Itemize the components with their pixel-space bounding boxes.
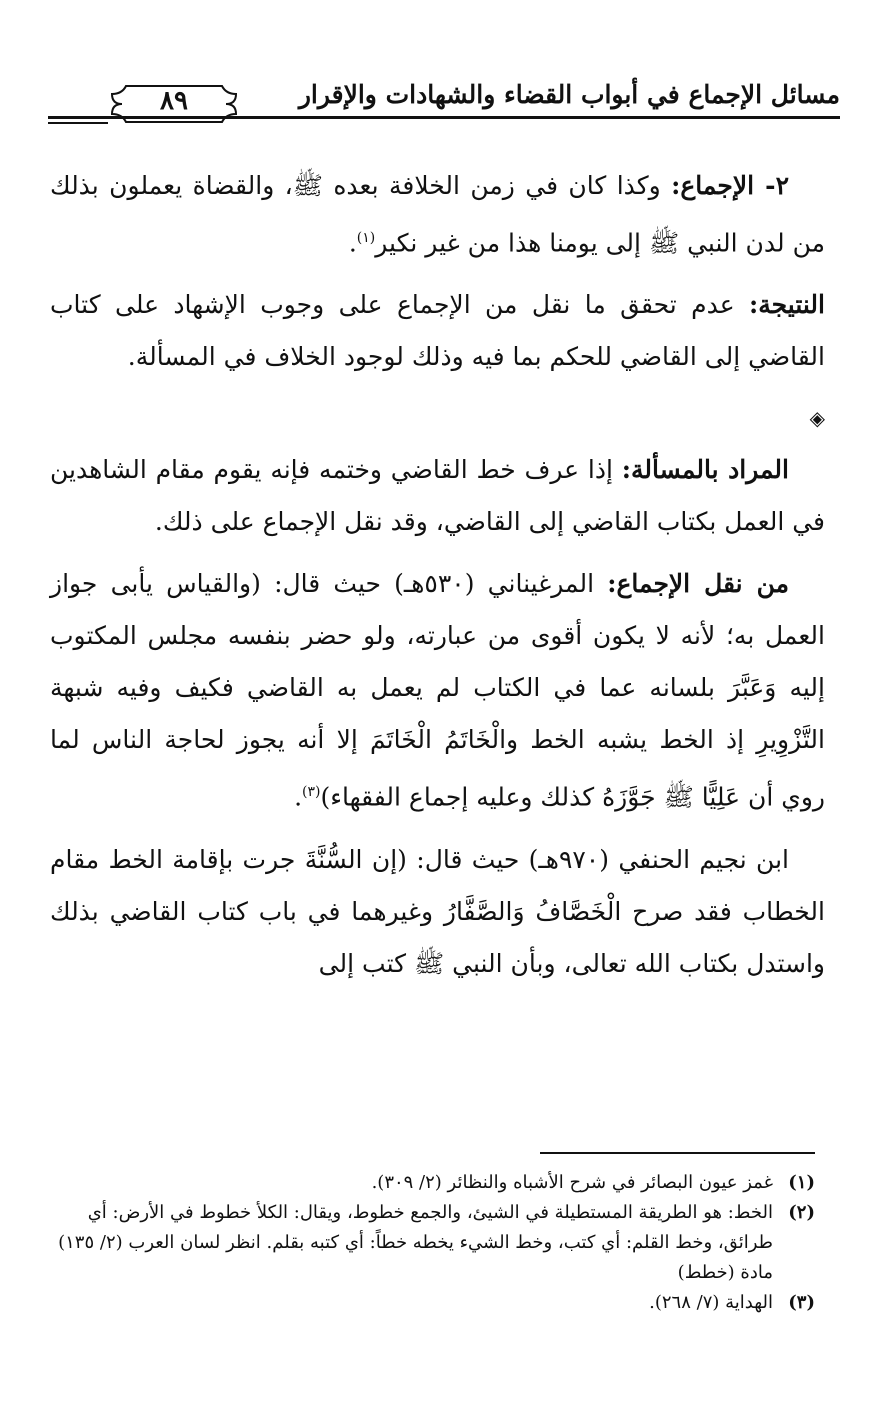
header-rule-secondary <box>48 122 108 124</box>
paragraph-label: النتيجة: <box>749 290 825 320</box>
paragraph-text: عدم تحقق ما نقل من الإجماع على وجوب الإشهاد على كتاب القاضي إلى القاضي للحكم بما فيه وذلك لوجود الخلاف في المسألة. <box>50 290 825 372</box>
page-number: ٨٩ <box>160 86 188 116</box>
paragraph-text: ابن نجيم الحنفي (٩٧٠هـ) حيث قال: (إن السُّنَّةَ جرت بإقامة الخط مقام الخطاب فقد صرح الْخَصَّافُ وَالصَّفَّارُ وغيرهما في باب كتاب القاضي بذلك واستدل بكتاب الله تعالى، وبأن النبي ﷺ كتب إلى <box>50 844 825 978</box>
footnote-item <box>40 1198 815 1288</box>
footnote-ref[interactable]: (٣) <box>302 784 321 801</box>
paragraph-text: المرغيناني (٥٣٠هـ) حيث قال: (والقياس يأبى جواز العمل به؛ لأنه لا يكون أقوى من عبارته، ولو حضر بنفسه مجلس المكتوب إليه وَعَبَّرَ بلسانه عما في الكتاب لم يعمل به القاضي فكيف وفيه شبهة التَّزْوِيرِ إذ الخط يشبه الخط والْخَاتَمُ الْخَاتَمَ إلا أنه يجوز لحاجة الناس لما روي أن عَلِيًّا ﷺ جَوَّزَهُ كذلك وعليه إجماع الفقهاء) <box>50 569 825 812</box>
diamond-bullet-icon: ◈ <box>809 406 825 431</box>
footnote-separator <box>540 1152 815 1154</box>
section-heading <box>50 393 825 438</box>
footnote-ref[interactable]: (١) <box>356 230 376 246</box>
paragraph-ijma-1: ٢- الإجماع: وكذا كان في زمن الخلافة بعده ﷺ، والقضاة يعملون بذلك من لدن النبي ﷺ إلى يومنا هذا من غير نكير$^{(١)}$. <box>50 171 825 258</box>
paragraph-text: إذا عرف خط القاضي وختمه فإنه يقوم مقام الشاهدين في العمل بكتاب القاضي إلى القاضي، وقد نقل الإجماع على ذلك. <box>50 455 825 537</box>
paragraph-transmitters: من نقل الإجماع: المرغيناني (٥٣٠هـ) حيث قال: (والقياس يأبى جواز العمل به؛ لأنه لا يكون أقوى من عبارته، ولو حضر بنفسه مجلس المكتوب إليه وَعَبَّرَ بلسانه عما في الكتاب لم يعمل به القاضي فكيف وفيه شبهة التَّزْوِيرِ إذ الخط يشبه الخط والْخَاتَمُ الْخَاتَمَ إلا أنه يجوز لحاجة الناس لما روي أن عَلِيًّا ﷺ جَوَّزَهُ كذلك وعليه إجماع الفقهاء)$^{(٣)}$. <box>50 569 825 812</box>
paragraph-label: ٢- الإجماع: <box>671 171 789 200</box>
footnote-number: (٣) <box>788 1292 815 1313</box>
footnote-text: غمز عيون البصائر في شرح الأشباه والنظائر (٢/ ٣٠٩). <box>371 1172 773 1193</box>
running-title: مسائل الإجماع في أبواب القضاء والشهادات والإقرار <box>298 80 840 109</box>
paragraph-label: من نقل الإجماع: <box>607 569 789 599</box>
paragraph-label: المراد بالمسألة: <box>621 455 789 485</box>
footnote-text: الهداية (٧/ ٢٦٨). <box>649 1292 773 1313</box>
footnote-item <box>40 1168 815 1198</box>
paragraph-meaning <box>50 444 825 548</box>
paragraph-ibn-nujaym <box>50 834 825 990</box>
footnote-number: (١) <box>788 1172 815 1193</box>
header-rule <box>48 116 840 119</box>
paragraph-text: وكذا كان في زمن الخلافة بعده ﷺ، والقضاة يعملون بذلك من لدن النبي ﷺ إلى يومنا هذا من غير نكير <box>50 171 825 258</box>
page-header <box>48 80 840 136</box>
footnotes <box>40 1168 815 1318</box>
footnote-number: (٢) <box>788 1202 815 1223</box>
paragraph-result <box>50 279 825 383</box>
footnote-text: الخط: هو الطريقة المستطيلة في الشيئ، والجمع خطوط، ويقال: الكلأ خطوط في الأرض: أي طرائق، وخط القلم: أي كتب، وخط الشيء يخطه خطاً: أي كتبه بقلم. انظر لسان العرب (٢/ ١٣٥) مادة (خطط) <box>58 1202 773 1283</box>
main-text <box>50 160 825 1000</box>
footnote-item <box>40 1288 815 1318</box>
page-number-ornament <box>108 82 240 126</box>
